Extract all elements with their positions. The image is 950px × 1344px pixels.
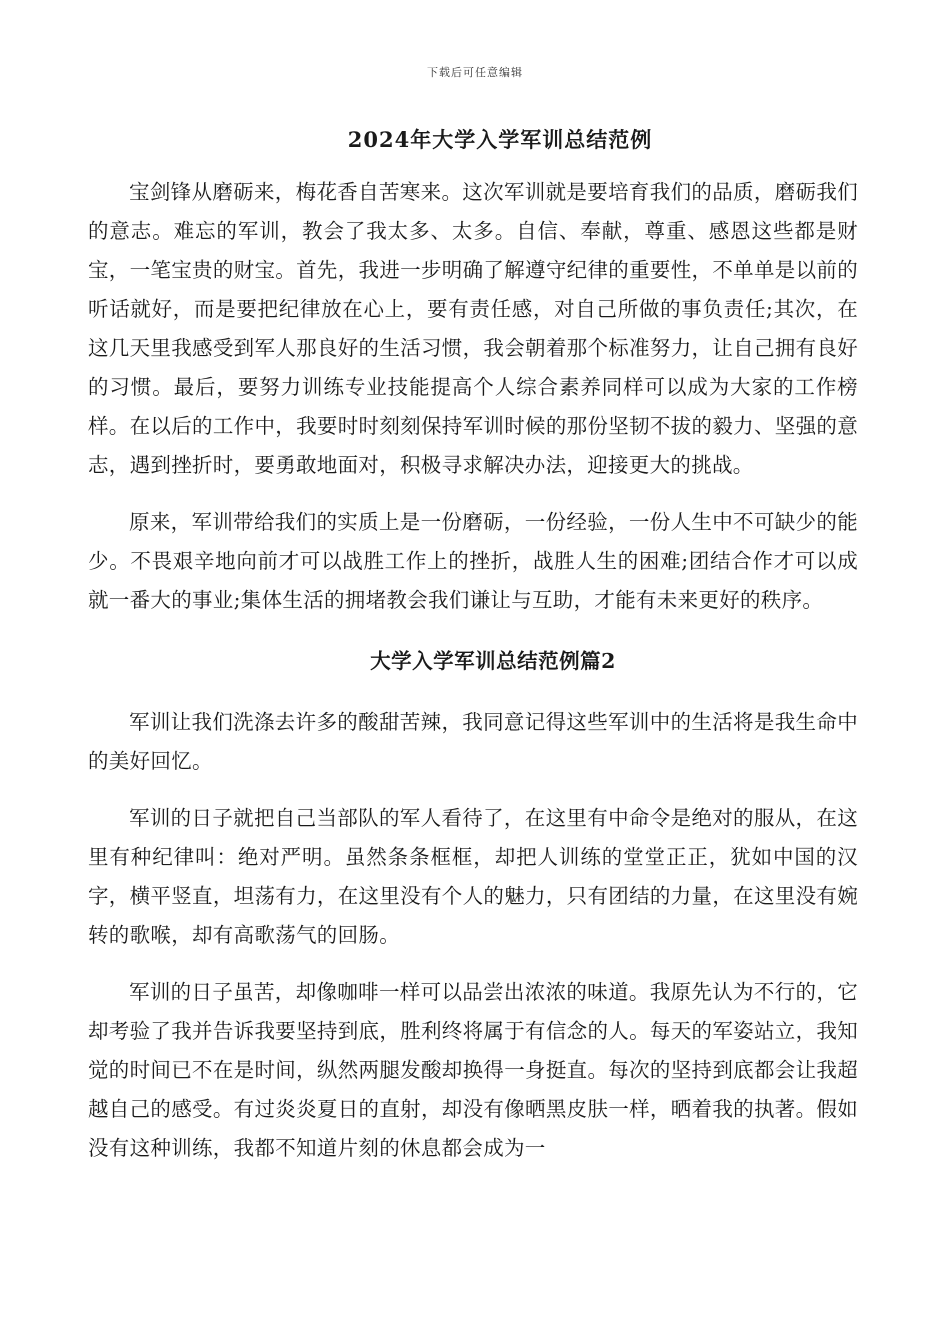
document-title: 2024年大学入学军训总结范例 <box>347 127 653 152</box>
document-body <box>88 173 858 1168</box>
paragraph: 军训让我们洗涤去许多的酸甜苦辣，我同意记得这些军训中的生活将是我生命中的美好回忆。 <box>88 710 858 773</box>
header-note: 下载后可任意编辑 <box>427 66 523 79</box>
section-heading: 大学入学军训总结范例篇2 <box>370 649 616 673</box>
paragraph: 宝剑锋从磨砺来，梅花香自苦寒来。这次军训就是要培育我们的品质，磨砺我们的意志。难忘的军训，教会了我太多、太多。自信、奉献，尊重、感恩这些都是财宝，一笔宝贵的财宝。首先，我进一步明确了解遵守纪律的重要性，不单单是以前的听话就好，而是要把纪律放在心上，要有责任感，对自己所做的事负责任;其次，在这几天里我感受到军人那良好的生活习惯，我会朝着那个标准努力，让自己拥有良好的习惯。最后，要努力训练专业技能提高个人综合素养同样可以成为大家的工作榜样。在以后的工作中，我要时时刻刻保持军训时候的那份坚韧不拔的毅力、坚强的意志，遇到挫折时，要勇敢地面对，积极寻求解决办法，迎接更大的挑战。 <box>88 180 858 477</box>
paragraph: 军训的日子虽苦，却像咖啡一样可以品尝出浓浓的味道。我原先认为不行的，它却考验了我并告诉我要坚持到底，胜利终将属于有信念的人。每天的军姿站立，我知觉的时间已不在是时间，纵然两腿发酸却换得一身挺直。每次的坚持到底都会让我超越自己的感受。有过炎炎夏日的直射，却没有像晒黑皮肤一样，晒着我的执著。假如没有这种训练，我都不知道片刻的休息都会成为一 <box>88 980 858 1160</box>
paragraph: 军训的日子就把自己当部队的军人看待了，在这里有中命令是绝对的服从，在这里有种纪律叫：绝对严明。虽然条条框框，却把人训练的堂堂正正，犹如中国的汉字，横平竖直，坦荡有力，在这里没有个人的魅力，只有团结的力量，在这里没有婉转的歌喉，却有高歌荡气的回肠。 <box>88 806 858 947</box>
paragraph: 原来，军训带给我们的实质上是一份磨砺，一份经验，一份人生中不可缺少的能少。不畏艰辛地向前才可以战胜工作上的挫折，战胜人生的困难;团结合作才可以成就一番大的事业;集体生活的拥堵教会我们谦让与互助，才能有未来更好的秩序。 <box>88 510 858 612</box>
